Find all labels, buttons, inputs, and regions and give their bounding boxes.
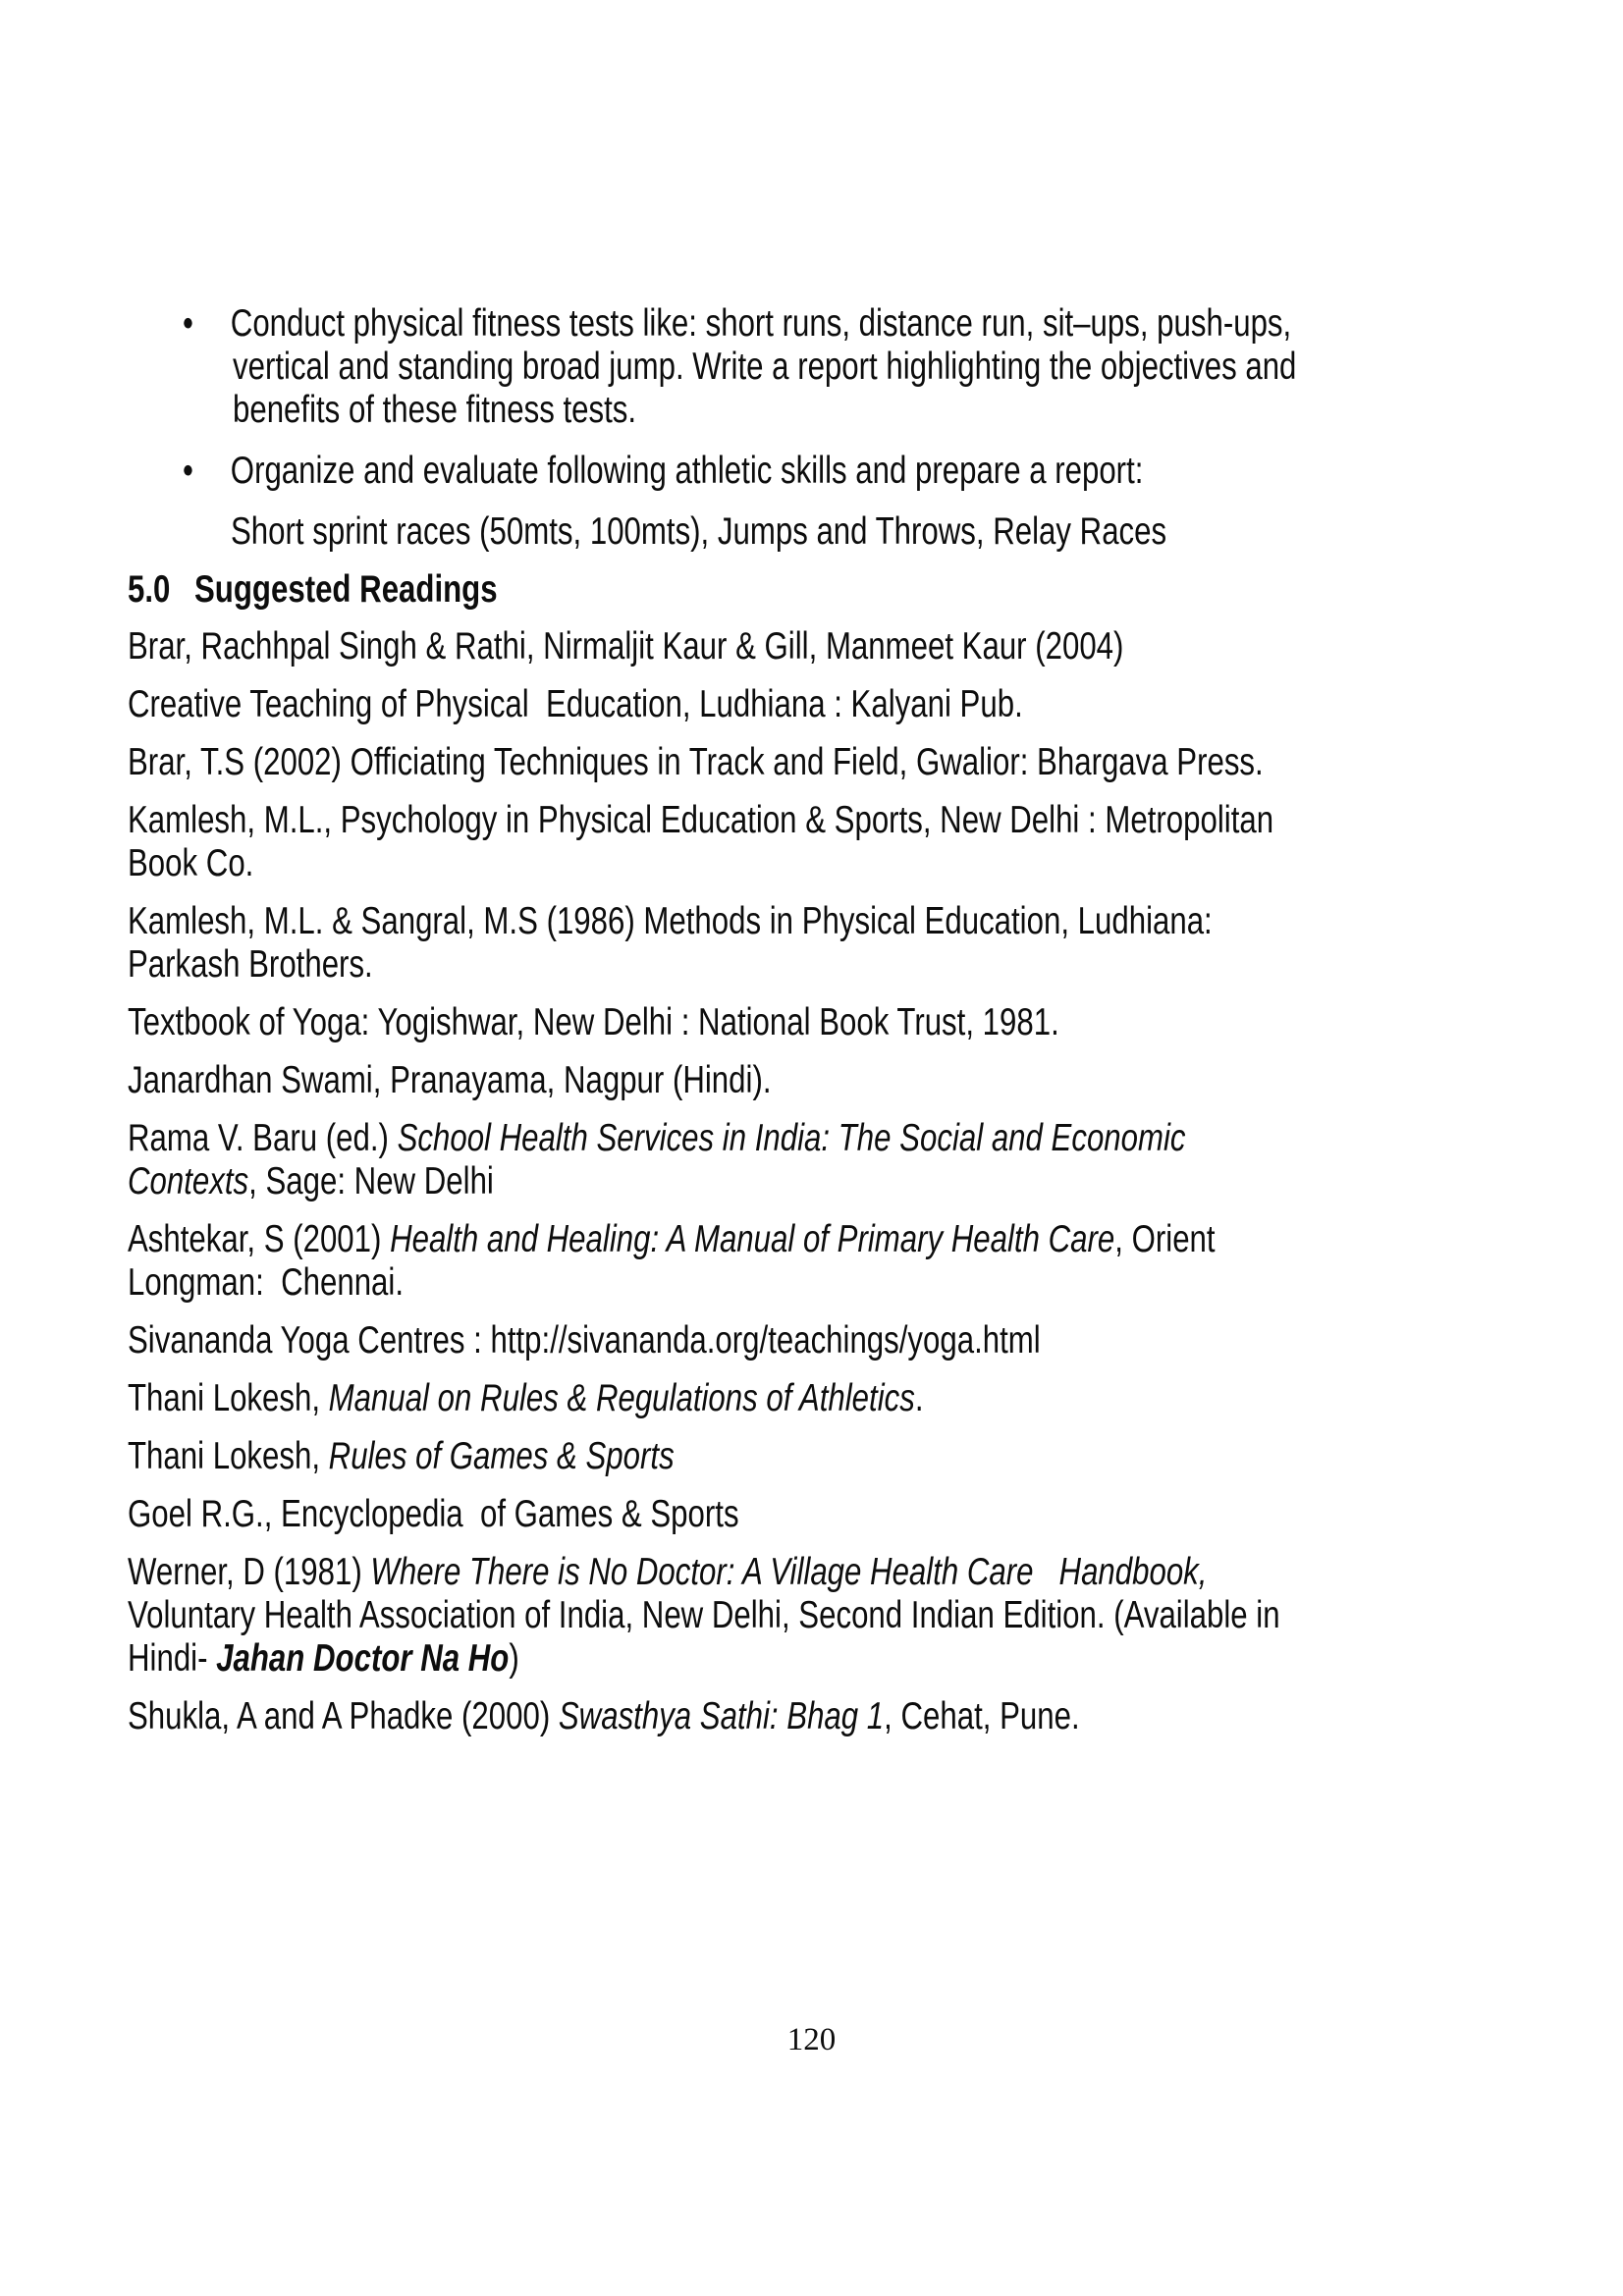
text-segment: Rama V. Baru (ed.)	[128, 1117, 398, 1159]
text-segment: Goel R.G., Encyclopedia of Games & Sports	[128, 1493, 739, 1535]
text-run	[128, 842, 253, 885]
reading-entry	[128, 1377, 1522, 1420]
text-line	[128, 1435, 1522, 1478]
reading-entry	[128, 1551, 1522, 1681]
text-segment: Parkash Brothers.	[128, 943, 373, 986]
text-segment: Short sprint races (50mts, 100mts), Jumps and Throws, Relay Races	[231, 510, 1167, 553]
text-line	[233, 389, 1522, 432]
text-run	[128, 1319, 1041, 1362]
text-run	[128, 1261, 404, 1305]
reading-entry	[128, 799, 1522, 885]
text-line	[183, 302, 1522, 346]
text-line	[231, 510, 1522, 554]
reading-entry	[128, 1001, 1522, 1044]
text-segment: Hindi-	[128, 1637, 217, 1680]
text-run	[128, 1594, 1280, 1637]
text-run	[128, 568, 498, 612]
text-segment: Werner, D (1981)	[128, 1551, 371, 1593]
text-run	[128, 1551, 1207, 1594]
reading-entry	[128, 625, 1522, 668]
emphasized-text: Health and Healing: A Manual of Primary Health Care	[390, 1218, 1115, 1260]
text-segment: Brar, T.S (2002) Officiating Techniques in Track and Field, Gwalior: Bhargava Press.	[128, 741, 1264, 783]
text-run	[128, 1435, 675, 1478]
emphasized-text: Rules of Games & Sports	[328, 1435, 675, 1477]
text-run	[233, 346, 1296, 389]
text-run	[128, 1117, 1186, 1160]
text-segment: Voluntary Health Association of India, New Delhi, Second Indian Edition. (Available in	[128, 1594, 1280, 1636]
text-run	[128, 625, 1123, 668]
text-line	[128, 1637, 1522, 1681]
text-line	[128, 943, 1522, 987]
text-segment: Book Co.	[128, 842, 254, 884]
text-run	[231, 510, 1166, 554]
emphasized-text: Contexts	[128, 1160, 249, 1202]
text-run	[128, 1695, 1080, 1738]
bullet-icon: •	[183, 450, 193, 492]
text-run	[128, 799, 1273, 842]
text-run	[128, 1377, 924, 1420]
reading-entry	[128, 1493, 1522, 1536]
text-run	[233, 389, 636, 432]
text-segment: Suggested Readings	[194, 568, 498, 611]
emphasized-text: Where There is No Doctor: A Village Health Care Handbook,	[370, 1551, 1208, 1593]
text-line	[128, 625, 1522, 668]
text-line	[128, 1001, 1522, 1044]
text-run	[128, 900, 1213, 943]
text-run	[128, 1218, 1216, 1261]
text-run	[183, 450, 1143, 493]
reading-entry	[128, 900, 1522, 987]
bullet-item	[183, 302, 1522, 432]
text-line	[128, 1551, 1522, 1594]
text-line	[128, 900, 1522, 943]
text-run	[128, 1160, 494, 1203]
text-segment: , Orient	[1114, 1218, 1216, 1260]
reading-entry	[128, 683, 1522, 726]
text-run	[128, 1637, 519, 1681]
text-segment: Brar, Rachhpal Singh & Rathi, Nirmaljit Kaur & Gill, Manmeet Kaur (2004)	[128, 625, 1124, 667]
text-line	[128, 1377, 1522, 1420]
text-run	[128, 741, 1264, 784]
text-run	[128, 1493, 739, 1536]
text-segment: Conduct physical fitness tests like: short runs, distance run, sit–ups, push-ups,	[230, 302, 1292, 345]
reading-entry	[128, 741, 1522, 784]
reading-entry	[128, 1218, 1522, 1305]
text-line	[128, 1160, 1522, 1203]
text-segment: Kamlesh, M.L. & Sangral, M.S (1986) Methods in Physical Education, Ludhiana:	[128, 900, 1213, 942]
emphasized-text: Jahan Doctor Na Ho	[216, 1637, 510, 1680]
text-segment: , Sage: New Delhi	[248, 1160, 494, 1202]
text-segment: Kamlesh, M.L., Psychology in Physical Education & Sports, New Delhi : Metropolitan	[128, 799, 1274, 841]
text-segment: , Cehat, Pune.	[884, 1695, 1080, 1737]
text-line	[128, 568, 1522, 612]
heading-number: 5.0	[128, 568, 171, 611]
text-line	[128, 1695, 1522, 1738]
text-segment: Longman: Chennai.	[128, 1261, 404, 1304]
text-run	[183, 302, 1291, 346]
emphasized-text: School Health Services in India: The Social and Economic	[397, 1117, 1186, 1159]
text-segment: )	[509, 1637, 519, 1680]
emphasized-text: Swasthya Sathi: Bhag 1	[558, 1695, 885, 1737]
text-run	[128, 1001, 1059, 1044]
text-segment: Janardhan Swami, Pranayama, Nagpur (Hindi).	[128, 1059, 772, 1101]
text-line	[128, 1218, 1522, 1261]
text-segment: benefits of these fitness tests.	[233, 389, 637, 431]
text-segment: Shukla, A and A Phadke (2000)	[128, 1695, 559, 1737]
text-segment: Ashtekar, S (2001)	[128, 1218, 391, 1260]
text-line	[128, 1594, 1522, 1637]
page-number: 120	[786, 2022, 837, 2057]
text-segment: Sivananda Yoga Centres : http://sivananda.org/teachings/yoga.html	[128, 1319, 1041, 1362]
text-line	[128, 1319, 1522, 1362]
bullet-icon: •	[183, 302, 193, 345]
emphasized-text: Manual on Rules & Regulations of Athletics	[328, 1377, 915, 1419]
text-segment: vertical and standing broad jump. Write a report highlighting the objectives and	[233, 346, 1297, 388]
section-heading	[128, 568, 1522, 612]
text-segment: Thani Lokesh,	[128, 1435, 329, 1477]
text-line	[128, 1493, 1522, 1536]
text-line	[128, 799, 1522, 842]
text-line	[233, 346, 1522, 389]
text-run	[128, 683, 1023, 726]
reading-entry	[128, 1059, 1522, 1102]
bullet-item	[183, 450, 1522, 493]
reading-entry	[128, 1319, 1522, 1362]
text-run	[128, 943, 373, 987]
document-body	[128, 302, 1522, 1753]
text-line	[128, 683, 1522, 726]
reading-entry	[128, 1435, 1522, 1478]
text-segment: Thani Lokesh,	[128, 1377, 329, 1419]
reading-entry	[128, 1117, 1522, 1203]
text-segment: Creative Teaching of Physical Education, Ludhiana : Kalyani Pub.	[128, 683, 1023, 725]
text-segment: .	[914, 1377, 924, 1419]
text-segment: Textbook of Yoga: Yogishwar, New Delhi : National Book Trust, 1981.	[128, 1001, 1059, 1043]
text-run	[128, 1059, 772, 1102]
sub-bullet-line	[231, 510, 1522, 554]
text-line	[183, 450, 1522, 493]
text-line	[128, 1059, 1522, 1102]
text-line	[128, 1117, 1522, 1160]
text-line	[128, 842, 1522, 885]
text-line	[128, 741, 1522, 784]
reading-entry	[128, 1695, 1522, 1738]
text-segment: Organize and evaluate following athletic skills and prepare a report:	[230, 450, 1144, 492]
text-line	[128, 1261, 1522, 1305]
